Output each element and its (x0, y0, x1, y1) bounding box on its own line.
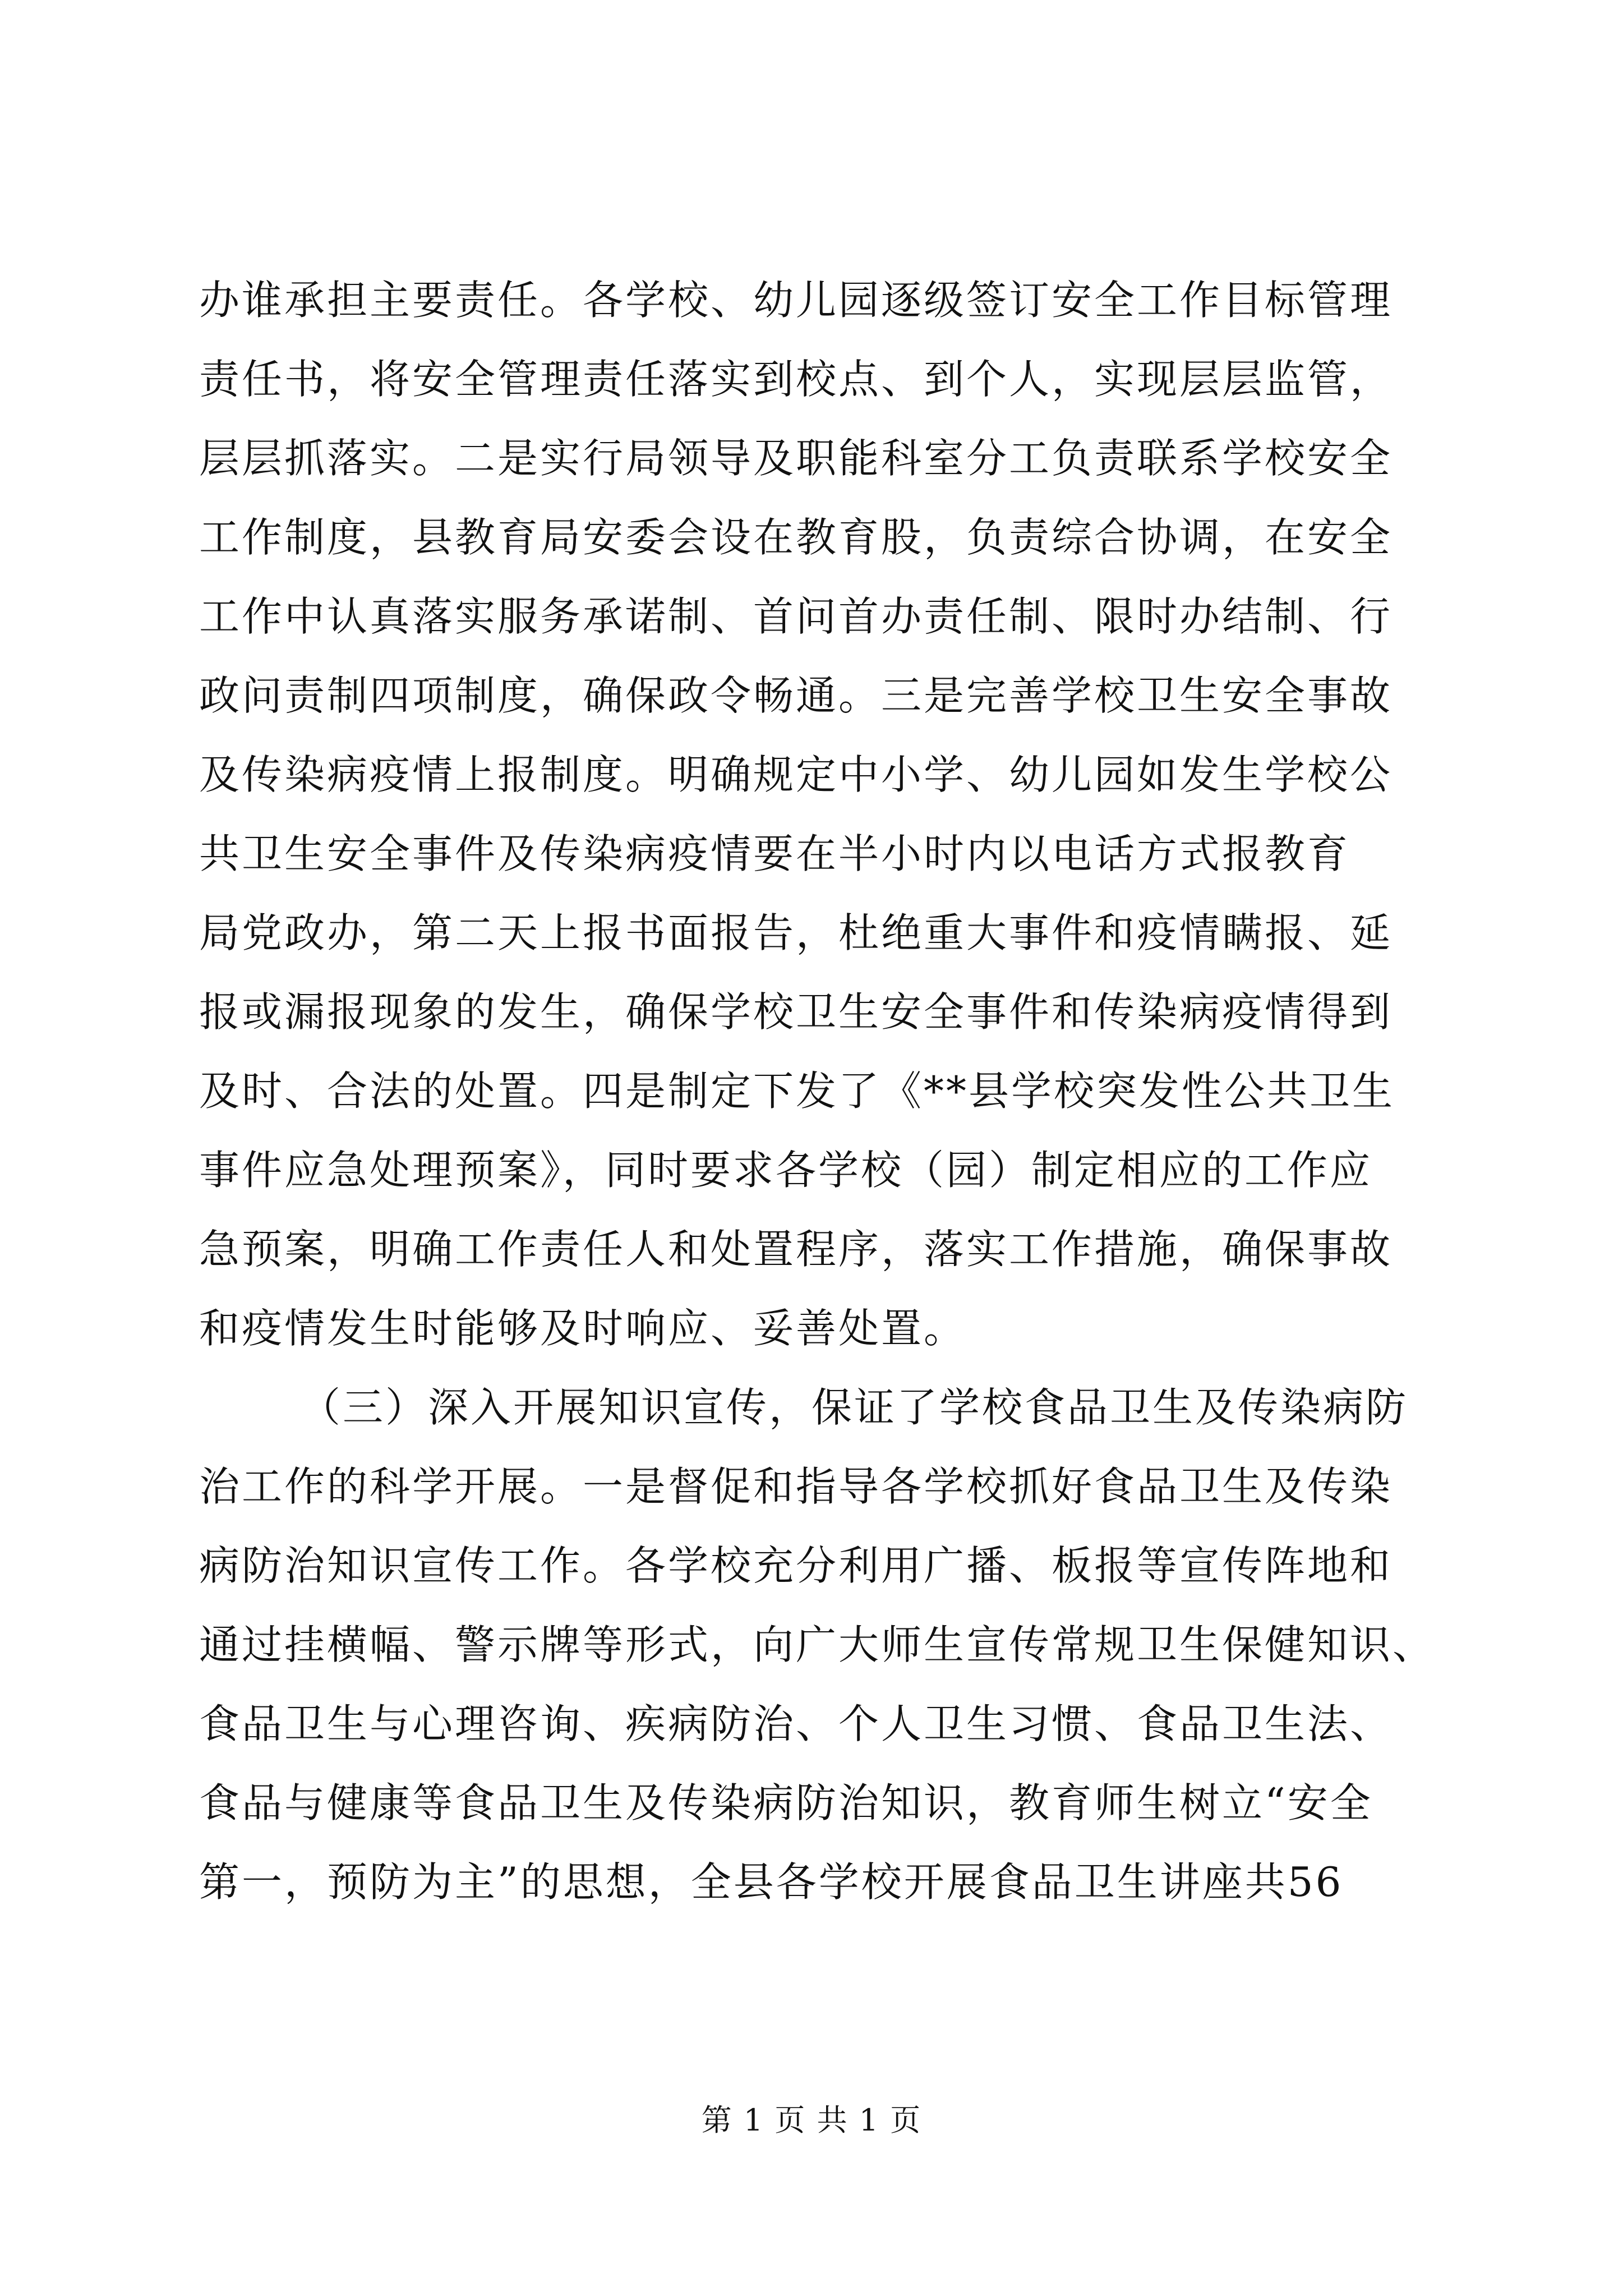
text-line: 及时、合法的处置。四是制定下发了《**县学校突发性公共卫生 (199, 1068, 1395, 1115)
text-line: 工作制度，县教育局安委会设在教育股，负责综合协调，在安全 (199, 514, 1393, 561)
text-line: 食品与健康等食品卫生及传染病防治知识，教育师生树立“安全 (199, 1779, 1373, 1826)
text-line: 共卫生安全事件及传染病疫情要在半小时内以电话方式报教育 (199, 830, 1350, 877)
text-line: 治工作的科学开展。一是督促和指导各学校抓好食品卫生及传染 (199, 1463, 1393, 1510)
page-number-label: 第 1 页 共 1 页 (701, 2102, 922, 2138)
page-footer (0, 2101, 1623, 2140)
body-text (199, 261, 1436, 1922)
text-line: 通过挂横幅、警示牌等形式，向广大师生宣传常规卫生保健知识、 (199, 1621, 1436, 1668)
text-line: 报或漏报现象的发生，确保学校卫生安全事件和传染病疫情得到 (199, 988, 1393, 1036)
text-line: 第一，预防为主”的思想，全县各学校开展食品卫生讲座共56 (199, 1858, 1344, 1906)
text-line: 急预案，明确工作责任人和处置程序，落实工作措施，确保事故 (199, 1226, 1393, 1273)
text-line: 病防治知识宣传工作。各学校充分利用广播、板报等宣传阵地和 (199, 1542, 1393, 1589)
text-line: 事件应急处理预案》，同时要求各学校（园）制定相应的工作应 (199, 1147, 1373, 1194)
text-line: 责任书，将安全管理责任落实到校点、到个人，实现层层监管， (199, 356, 1393, 403)
text-line: 办谁承担主要责任。各学校、幼儿园逐级签订安全工作目标管理 (199, 277, 1393, 324)
text-line: 和疫情发生时能够及时响应、妥善处置。 (199, 1305, 967, 1352)
text-line: 及传染病疫情上报制度。明确规定中小学、幼儿园如发生学校公 (199, 751, 1393, 798)
text-line: 层层抓落实。二是实行局领导及职能科室分工负责联系学校安全 (199, 435, 1393, 482)
text-line: 工作中认真落实服务承诺制、首问首办责任制、限时办结制、行 (199, 593, 1393, 640)
text-line: 食品卫生与心理咨询、疾病防治、个人卫生习惯、食品卫生法、 (199, 1700, 1393, 1747)
text-line: 政问责制四项制度，确保政令畅通。三是完善学校卫生安全事故 (199, 672, 1393, 719)
text-line: 局党政办，第二天上报书面报告，杜绝重大事件和疫情瞒报、延 (199, 909, 1393, 956)
section-heading-line: （三）深入开展知识宣传，保证了学校食品卫生及传染病防 (300, 1384, 1409, 1431)
